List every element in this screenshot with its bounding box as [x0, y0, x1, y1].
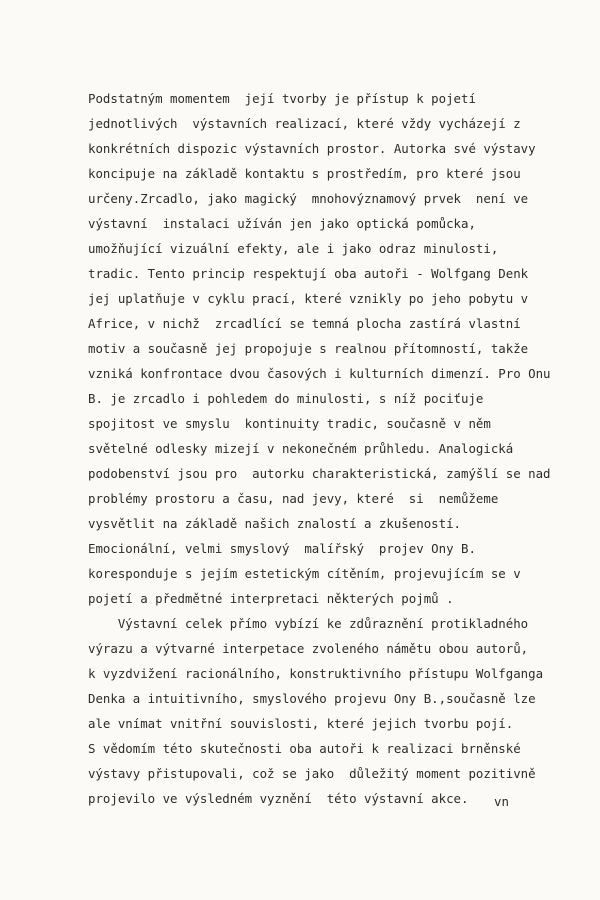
text-line: vysvětlit na základě našich znalostí a zkušeností.	[88, 516, 461, 531]
text-line: Africe, v nichž zrcadlící se temná plocha zastírá vlastní	[88, 316, 521, 331]
text-line: podobenství jsou pro autorku charakteristická, zamýšlí se nad	[88, 466, 551, 481]
text-line: tradic. Tento princip respektují oba autoři - Wolfgang Denk	[88, 266, 529, 281]
text-line: výstavy přistupovali, což se jako důležitý moment pozitivně	[88, 766, 536, 781]
text-line: spojitost ve smyslu kontinuity tradic, současně v něm	[88, 416, 491, 431]
text-line: S vědomím této skutečnosti oba autoři k realizaci brněnské	[88, 741, 521, 756]
text-line: výstavní instalaci užíván jen jako optická pomůcka,	[88, 216, 476, 231]
text-line: Emocionální, velmi smyslový malířský projev Ony B.	[88, 541, 476, 556]
text-line: pojetí a předmětné interpretaci některých pojmů .	[88, 591, 454, 606]
text-line: koncipuje na základě kontaktu s prostředím, pro které jsou	[88, 166, 521, 181]
author-initials: vn	[494, 794, 509, 809]
text-line: projevilo ve výsledném vyznění této výstavní akce.	[88, 791, 469, 806]
text-line: výrazu a výtvarné interpetace zvoleného námětu obou autorů,	[88, 641, 529, 656]
text-line: Podstatným momentem její tvorby je přístup k pojetí	[88, 91, 476, 106]
text-line: Denka a intuitivního, smyslového projevu Ony B.,současně lze	[88, 691, 536, 706]
text-line: umožňující vizuální efekty, ale i jako odraz minulosti,	[88, 241, 499, 256]
text-line: vzniká konfrontace dvou časových i kulturních dimenzí. Pro Onu	[88, 366, 551, 381]
text-line: jej uplatňuje v cyklu prací, které vznikly po jeho pobytu v	[88, 291, 529, 306]
text-line: světelné odlesky mizejí v nekonečném průhledu. Analogická	[88, 441, 514, 456]
text-line: problémy prostoru a času, nad jevy, které si nemůžeme	[88, 491, 499, 506]
text-line: koresponduje s jejím estetickým cítěním, projevujícím se v	[88, 566, 521, 581]
text-line: ale vnímat vnitřní souvislosti, které jejich tvorbu pojí.	[88, 716, 514, 731]
text-line: určeny.Zrcadlo, jako magický mnohovýznamový prvek není ve	[88, 191, 529, 206]
text-line: motiv a současně jej propojuje s realnou přítomností, takže	[88, 341, 529, 356]
text-line: konkrétních dispozic výstavních prostor. Autorka své výstavy	[88, 141, 536, 156]
text-line: Výstavní celek přímo vybízí ke zdůraznění protikladného	[88, 616, 529, 631]
text-line: B. je zrcadlo i pohledem do minulosti, s níž pociťuje	[88, 391, 484, 406]
text-line: k vyzdvižení racionálního, konstruktivního přístupu Wolfganga	[88, 666, 544, 681]
text-line: jednotlivých výstavních realizací, které vždy vycházejí z	[88, 116, 521, 131]
